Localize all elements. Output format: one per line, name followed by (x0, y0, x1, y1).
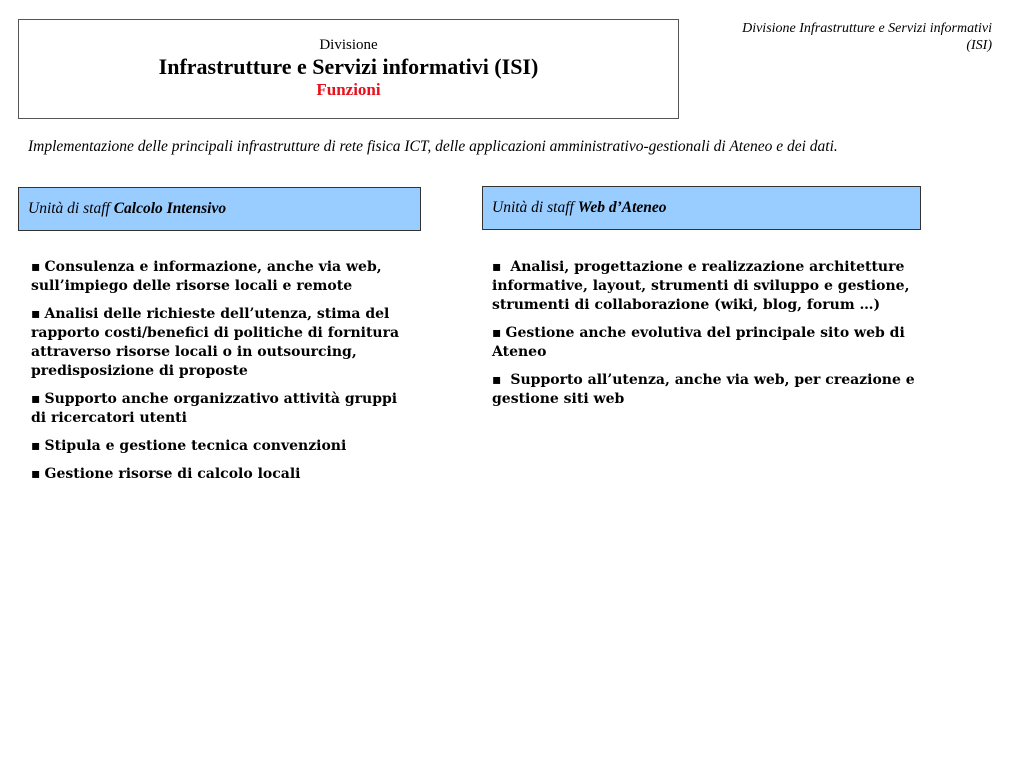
bullet-icon: ▪ (492, 325, 502, 341)
list-item-text: Supporto all’utenza, anche via web, per creazione e gestione siti web (492, 372, 915, 407)
list-item (31, 465, 403, 484)
unit-prefix: Unità di staff (28, 200, 110, 217)
running-header-line-1: Divisione Infrastrutture e Servizi informativi (742, 21, 992, 36)
list-item-text: Consulenza e informazione, anche via web, sull’impiego delle risorse locali e remote (31, 259, 382, 294)
intro-text: Implementazione delle principali infrastrutture di rete fisica ICT, delle applicazioni amministrativo-gestionali di Ateneo e dei dati. (28, 138, 838, 155)
unit-name: Calcolo Intensivo (113, 200, 227, 217)
running-header-line-2: (ISI) (966, 38, 992, 53)
list-item-text: Analisi, progettazione e realizzazione architetture informative, layout, strumenti di sviluppo e gestione, strumenti di collaborazione (wiki, blog, forum …) (492, 259, 910, 313)
list-item-text: Stipula e gestione tecnica convenzioni (44, 438, 347, 454)
bullet-icon: ▪ (31, 306, 41, 322)
unit-header-calcolo-intensivo (18, 187, 421, 231)
web-ateneo-function-list (492, 258, 932, 418)
list-item-text: Gestione risorse di calcolo locali (44, 466, 301, 482)
bullet-icon: ▪ (492, 372, 502, 388)
calcolo-intensivo-function-list (31, 258, 403, 493)
unit-prefix: Unità di staff (492, 199, 574, 216)
list-item-text: Analisi delle richieste dell’utenza, stima del rapporto costi/benefici di politiche di fornitura attraverso risorse locali o in outsourcing, predisposizione di proposte (31, 306, 400, 379)
list-item-text: Gestione anche evolutiva del principale sito web di Ateneo (492, 325, 905, 360)
unit-name: Web d’Ateneo (577, 199, 667, 216)
bullet-icon: ▪ (492, 259, 502, 275)
bullet-icon: ▪ (31, 259, 41, 275)
title-division: Divisione (319, 37, 378, 53)
list-item (31, 390, 403, 428)
bullet-icon: ▪ (31, 391, 41, 407)
page-title: Infrastrutture e Servizi informativi (ISI) (158, 54, 539, 79)
list-item (31, 437, 403, 456)
bullet-icon: ▪ (31, 438, 41, 454)
list-item-text: Supporto anche organizzativo attività gruppi di ricercatori utenti (31, 391, 398, 426)
page-subtitle: Funzioni (316, 80, 381, 99)
list-item (31, 258, 403, 296)
list-item (492, 258, 932, 315)
list-item (492, 324, 932, 362)
title-box (18, 19, 679, 119)
running-header (672, 20, 992, 54)
list-item (31, 305, 403, 381)
list-item (492, 371, 932, 409)
unit-header-web-ateneo (482, 186, 921, 230)
bullet-icon: ▪ (31, 466, 41, 482)
